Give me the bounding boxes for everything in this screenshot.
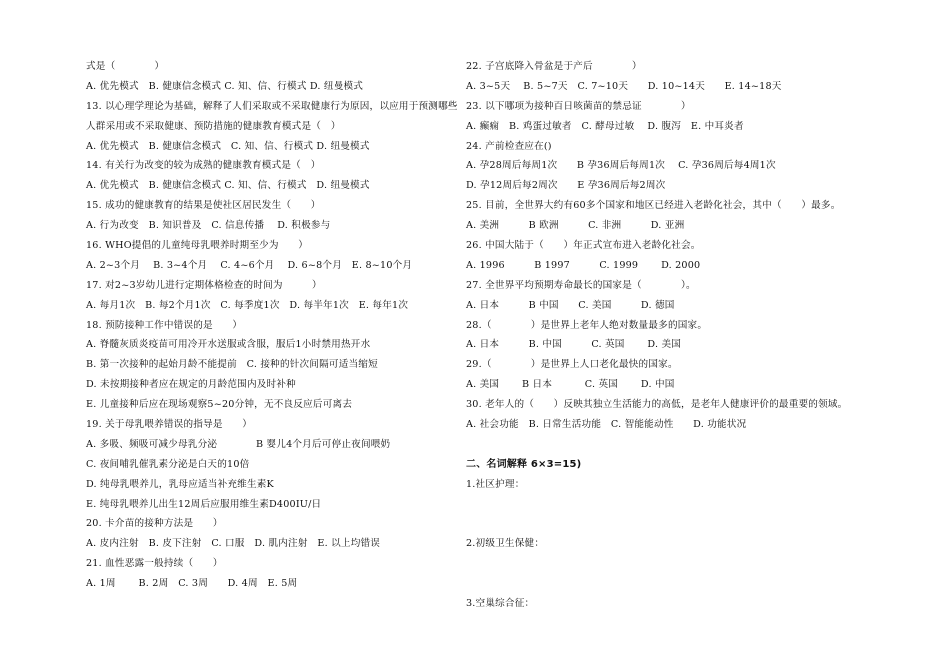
- line-text: C. 夜间哺乳催乳素分泌是白天的10倍: [86, 458, 250, 470]
- right-line: [466, 395, 886, 415]
- left-line: [86, 395, 506, 415]
- line-text: A. 孕28周后每周1次 B 孕36周后每周1次 C. 孕36周后每4周1次: [466, 160, 776, 172]
- line-text: 2.初级卫生保健：: [466, 538, 545, 550]
- line-text: A. 行为改变 B. 知识普及 C. 信息传播 D. 积极参与: [86, 220, 331, 232]
- left-line: [86, 375, 506, 395]
- line-text: 17. 对2~3岁幼儿进行定期体格检查的时间为 ）: [86, 279, 322, 291]
- left-line: [86, 97, 506, 117]
- left-line: [86, 216, 506, 236]
- right-line: [466, 355, 886, 375]
- line-text: A. 优先模式 B. 健康信念模式 C. 知、信、行模式 D. 纽曼模式: [86, 180, 370, 192]
- line-text: 19. 关于母乳喂养错误的指导是 ）: [86, 419, 253, 431]
- line-text: D. 孕12周后每2周次 E 孕36周后每2周次: [466, 180, 666, 192]
- line-text: A. 日本 B 中国 C. 美国 D. 德国: [466, 299, 675, 311]
- left-line: [86, 57, 506, 77]
- left-line: [86, 117, 506, 137]
- line-text: A. 2~3个月 B. 3~4个月 C. 4~6个月 D. 6~8个月 E. 8~10个月: [86, 259, 413, 271]
- left-line: [86, 514, 506, 534]
- line-text: 16. WHO提倡的儿童纯母乳喂养时期至少为 ）: [86, 240, 309, 252]
- line-text: 3.空巢综合征：: [466, 598, 535, 610]
- line-text: 26. 中国大陆于（ ）年正式宣布进入老龄化社会。: [466, 240, 701, 252]
- line-text: 25. 目前，全世界大约有60多个国家和地区已经进入老龄化社会，其中（ ）最多。: [466, 200, 841, 212]
- left-line: [86, 256, 506, 276]
- line-text: 式是（ ）: [86, 61, 165, 72]
- line-text: 人群采用或不采取健康、预防措施的健康教育模式是（ ）: [86, 120, 341, 132]
- left-line: [86, 236, 506, 256]
- line-text: 18. 预防接种工作中错误的是 ）: [86, 319, 243, 331]
- right-line: [466, 375, 886, 395]
- line-text: A. 1周 B. 2周 C. 3周 D. 4周 E. 5周: [86, 578, 298, 590]
- line-text: B. 第一次接种的起始月龄不能提前 C. 接种的针次间隔可适当缩短: [86, 359, 378, 371]
- line-text: A. 社会功能 B. 日常生活功能 C. 智能能动性 D. 功能状况: [466, 419, 747, 431]
- right-line: [466, 455, 886, 475]
- left-line: [86, 176, 506, 196]
- line-text: 30. 老年人的（ ）反映其独立生活能力的高低，是老年人健康评价的最重要的领域。: [466, 399, 848, 411]
- line-text: 14. 有关行为改变的较为成熟的健康教育模式是（ ）: [86, 160, 321, 172]
- right-line: [466, 256, 886, 276]
- right-line: [466, 435, 886, 455]
- line-text: 23. 以下哪项为接种百日咳菌苗的禁忌证 ）: [466, 100, 691, 112]
- right-line: [466, 574, 886, 594]
- right-line: [466, 475, 886, 495]
- left-line: [86, 415, 506, 435]
- left-column: [86, 57, 506, 594]
- right-line: [466, 415, 886, 435]
- right-line: [466, 57, 886, 77]
- line-text: 24. 产前检查应在(): [466, 140, 552, 152]
- left-line: [86, 276, 506, 296]
- right-line: [466, 137, 886, 157]
- right-line: [466, 335, 886, 355]
- right-line: [466, 514, 886, 534]
- left-line: [86, 355, 506, 375]
- line-text: 20. 卡介苗的接种方法是 ）: [86, 518, 223, 530]
- left-line: [86, 196, 506, 216]
- line-text: A. 美国 B 日本 C. 英国 D. 中国: [466, 379, 675, 391]
- right-line: [466, 316, 886, 336]
- line-text: D. 未按期接种者应在规定的月龄范围内及时补种: [86, 379, 296, 391]
- left-line: [86, 475, 506, 495]
- left-line: [86, 316, 506, 336]
- left-line: [86, 77, 506, 97]
- line-text: 28.（ ）是世界上老年人绝对数量最多的国家。: [466, 319, 708, 331]
- line-text: A. 脊髓灰质炎疫苗可用冷开水送服或含服，服后1小时禁用热开水: [86, 339, 371, 351]
- line-text: A. 美洲 B 欧洲 C. 非洲 D. 亚洲: [466, 220, 685, 232]
- line-text: A. 皮内注射 B. 皮下注射 C. 口服 D. 肌内注射 E. 以上均错误: [86, 538, 381, 550]
- right-line: [466, 156, 886, 176]
- right-column: [466, 57, 886, 614]
- line-text: B 婴儿4个月后可停止夜间喂奶: [256, 438, 391, 450]
- line-text: 13. 以心理学理论为基础，解释了人们采取或不采取健康行为原因，以应用于预测哪些: [86, 100, 458, 112]
- left-line: [86, 455, 506, 475]
- left-line: [86, 335, 506, 355]
- left-line: [86, 534, 506, 554]
- line-text: 22. 子宫底降入骨盆是于产后 ）: [466, 61, 642, 72]
- right-line: [466, 296, 886, 316]
- line-text: A. 3~5天 B. 5~7天 C. 7~10天 D. 10~14天 E. 14~18天: [466, 80, 782, 92]
- right-line: [466, 554, 886, 574]
- right-line: [466, 594, 886, 614]
- right-line: [466, 97, 886, 117]
- line-text: A. 优先模式 B. 健康信念模式 C. 知、信、行模式 D. 纽曼模式: [86, 80, 364, 92]
- right-line: [466, 276, 886, 296]
- line-text: 27. 全世界平均预期寿命最长的国家是（ ）。: [466, 279, 696, 291]
- line-text: 15. 成功的健康教育的结果是使社区居民发生（ ）: [86, 200, 321, 212]
- line-text: A. 癫痫 B. 鸡蛋过敏者 C. 酵母过敏 D. 腹泻 E. 中耳炎者: [466, 120, 744, 132]
- left-line: [86, 156, 506, 176]
- left-line: [86, 554, 506, 574]
- right-line: [466, 495, 886, 515]
- right-line: [466, 176, 886, 196]
- right-line: [466, 117, 886, 137]
- line-text: A. 每月1次 B. 每2个月1次 C. 每季度1次 D. 每半年1次 E. 每年1次: [86, 299, 409, 311]
- line-text: E. 儿童接种后应在现场观察5~20分钟，无不良反应后可离去: [86, 399, 353, 411]
- line-text: A. 1996 B 1997 C. 1999 D. 2000: [466, 259, 701, 271]
- line-text: A. 日本 B. 中国 C. 英国 D. 美国: [466, 339, 682, 351]
- line-text: A. 多吸、频吸可减少母乳分泌: [86, 438, 218, 450]
- left-line: [86, 137, 506, 157]
- right-line: [466, 77, 886, 97]
- left-line: [86, 296, 506, 316]
- line-text: D. 纯母乳喂养儿，乳母应适当补充维生素K: [86, 478, 274, 490]
- line-text: A. 优先模式 B. 健康信念模式 C. 知、信、行模式 D. 纽曼模式: [86, 140, 370, 152]
- right-line: [466, 236, 886, 256]
- line-text: 二、名词解释 6×3=15): [466, 458, 582, 470]
- line-text: 29.（ ）是世界上人口老化最快的国家。: [466, 359, 678, 371]
- right-line: [466, 534, 886, 554]
- left-line: [86, 574, 506, 594]
- line-text: 21. 血性恶露一般持续（ ）: [86, 558, 223, 570]
- left-line: [86, 435, 506, 455]
- line-text: E. 纯母乳喂养儿出生12周后应服用维生素D400IU/日: [86, 498, 322, 510]
- right-line: [466, 196, 886, 216]
- line-text: 1.社区护理：: [466, 478, 525, 490]
- left-line: [86, 495, 506, 515]
- right-line: [466, 216, 886, 236]
